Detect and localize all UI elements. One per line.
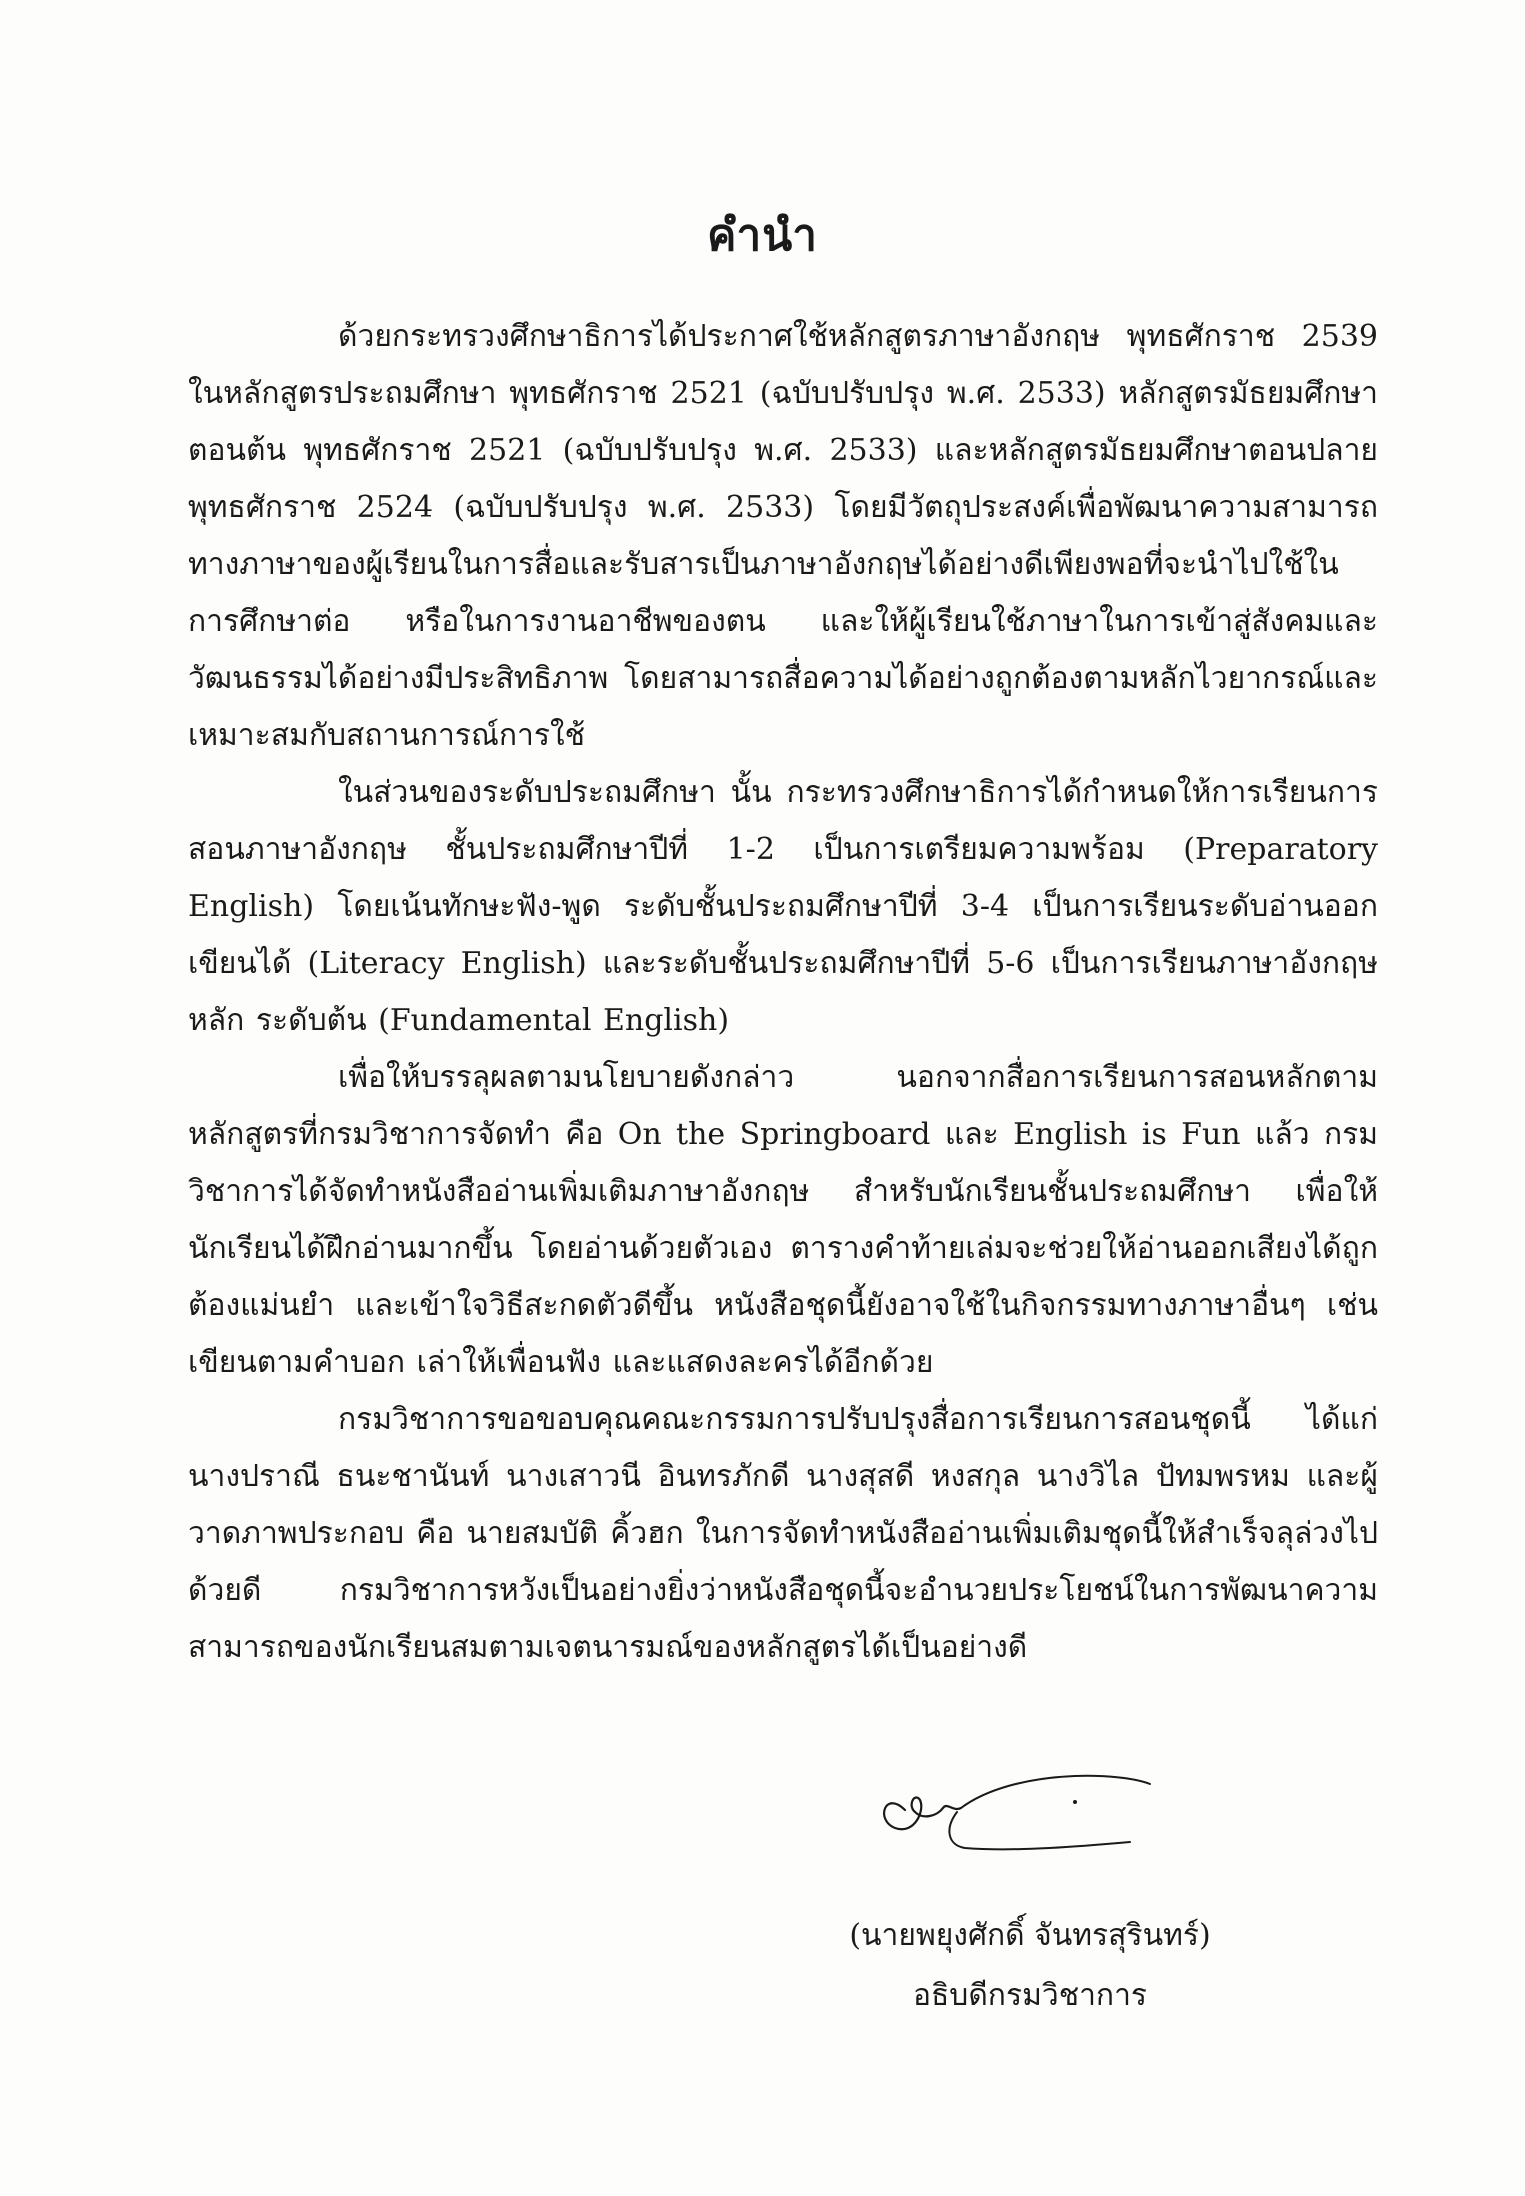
paragraph-3: เพื่อให้บรรลุผลตามนโยบายดังกล่าว นอกจากสื่อการเรียนการสอนหลักตามหลักสูตรที่กรมวิชาการจัดทำ คือ On the Springboard และ English is Fun แล้ว กรมวิชาการได้จัดทำหนังสืออ่านเพิ่มเติมภาษาอังกฤษ สำหรับนักเรียนชั้นประถมศึกษา เพื่อให้นักเรียนได้ฝึกอ่านมากขึ้น โดยอ่านด้วยตัวเอง ตารางคำท้ายเล่มจะช่วยให้อ่านออกเสียงได้ถูกต้องแม่นยำ และเข้าใจวิธีสะกดตัวดีขึ้น หนังสือชุดนี้ยังอาจใช้ในกิจกรรมทางภาษาอื่นๆ เช่น เขียนตามคำบอก เล่าให้เพื่อนฟัง และแสดงละครได้อีกด้วย — [188, 1060, 1378, 1380]
signatory-position: อธิบดีกรมวิชาการ — [912, 1978, 1148, 2013]
page-title: คำนำ — [707, 210, 818, 261]
signatory-name: (นายพยุงศักดิ์ จันทรสุรินทร์) — [849, 1918, 1211, 1953]
paragraph-2: ในส่วนของระดับประถมศึกษา นั้น กระทรวงศึกษาธิการได้กำหนดให้การเรียนการสอนภาษาอังกฤษ ชั้นประถมศึกษาปีที่ 1-2 เป็นการเตรียมความพร้อม (Preparatory English) โดยเน้นทักษะฟัง-พูด ระดับชั้นประถมศึกษาปีที่ 3-4 เป็นการเรียนระดับอ่านออกเขียนได้ (Literacy English) และระดับชั้นประถมศึกษาปีที่ 5-6 เป็นการเรียนภาษาอังกฤษหลัก ระดับต้น (Fundamental English) — [188, 775, 1378, 1038]
preface-body — [188, 308, 1378, 1676]
paragraph-1: ด้วยกระทรวงศึกษาธิการได้ประกาศใช้หลักสูตรภาษาอังกฤษ พุทธศักราช 2539 ในหลักสูตรประถมศึกษา พุทธศักราช 2521 (ฉบับปรับปรุง พ.ศ. 2533) หลักสูตรมัธยมศึกษาตอนต้น พุทธศักราช 2521 (ฉบับปรับปรุง พ.ศ. 2533) และหลักสูตรมัธยมศึกษาตอนปลาย พุทธศักราช 2524 (ฉบับปรับปรุง พ.ศ. 2533) โดยมีวัตถุประสงค์เพื่อพัฒนาความสามารถทางภาษาของผู้เรียนในการสื่อและรับสารเป็นภาษาอังกฤษได้อย่างดีเพียงพอที่จะนำไปใช้ในการศึกษาต่อ หรือในการงานอาชีพของตน และให้ผู้เรียนใช้ภาษาในการเข้าสู่สังคมและวัฒนธรรมได้อย่างมีประสิทธิภาพ โดยสามารถสื่อความได้อย่างถูกต้องตามหลักไวยากรณ์และเหมาะสมกับสถานการณ์การใช้ — [188, 319, 1378, 753]
paragraph-4: กรมวิชาการขอขอบคุณคณะกรรมการปรับปรุงสื่อการเรียนการสอนชุดนี้ ได้แก่นางปราณี ธนะชานันท์ นางเสาวนี อินทรภักดี นางสุสดี หงสกุล นางวิไล ปัทมพรหม และผู้วาดภาพประกอบ คือ นายสมบัติ คิ้วฮก ในการจัดทำหนังสืออ่านเพิ่มเติมชุดนี้ให้สำเร็จลุล่วงไปด้วยดี กรมวิชาการหวังเป็นอย่างยิ่งว่าหนังสือชุดนี้จะอำนวยประโยชน์ในการพัฒนาความสามารถของนักเรียนสมตามเจตนารมณ์ของหลักสูตรได้เป็นอย่างดี — [188, 1402, 1378, 1665]
handwritten-signature — [865, 1750, 1165, 1860]
